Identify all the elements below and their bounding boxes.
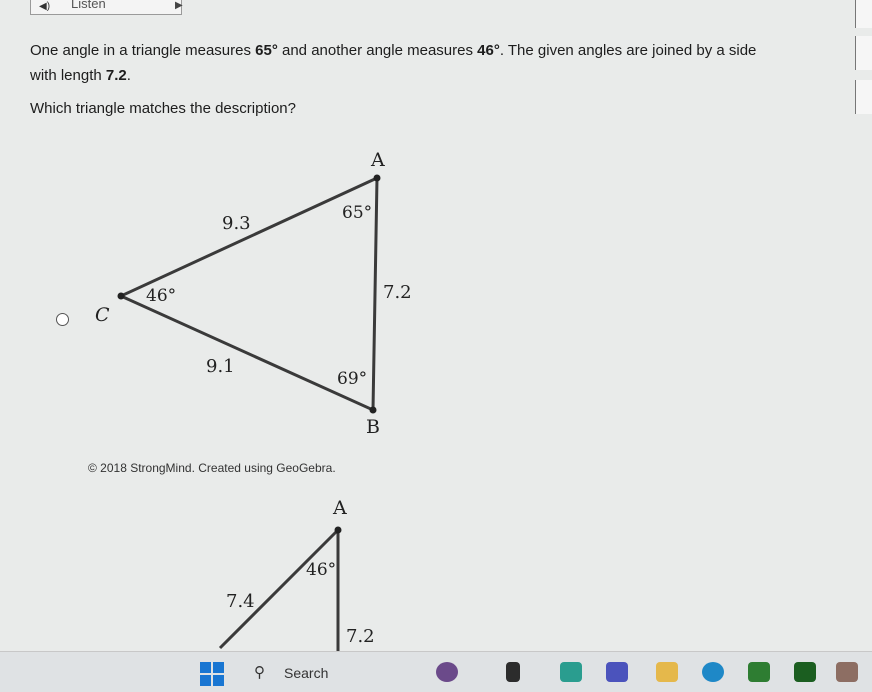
vertex-label-a: A bbox=[371, 149, 385, 171]
play-icon[interactable]: ▶ bbox=[175, 0, 183, 11]
triangle-option-2[interactable] bbox=[0, 480, 872, 652]
angle-label-a: 65° bbox=[342, 203, 373, 223]
angle-value: 46° bbox=[477, 42, 500, 59]
question-part: . bbox=[126, 67, 131, 84]
vertex-label-a: A bbox=[333, 497, 347, 519]
windows-start-icon[interactable] bbox=[200, 662, 224, 686]
side-label-ab: 7.2 bbox=[383, 282, 412, 303]
vertex-point-a bbox=[335, 527, 342, 534]
browser-icon[interactable] bbox=[702, 662, 724, 682]
vertex-label-b: B bbox=[366, 416, 380, 438]
app-icon[interactable] bbox=[748, 662, 770, 682]
vertex-label-c: C bbox=[95, 304, 110, 326]
side-label-ac: 9.3 bbox=[222, 213, 251, 234]
speaker-icon: ◀) bbox=[39, 1, 51, 12]
angle-label-c: 46° bbox=[146, 286, 177, 306]
vertex-point-b bbox=[370, 407, 377, 414]
image-credit: © 2018 StrongMind. Created using GeoGebra. bbox=[88, 461, 336, 475]
listen-button-label[interactable]: Listen bbox=[71, 0, 106, 11]
question-part: One angle in a triangle measures bbox=[30, 42, 256, 59]
app-icon[interactable] bbox=[506, 662, 520, 682]
question-part: . The given angles are joined by a side bbox=[499, 42, 757, 59]
question-part: and another angle measures bbox=[277, 42, 478, 59]
question-prompt: Which triangle matches the description? bbox=[30, 100, 296, 117]
triangle-side-left bbox=[220, 530, 338, 648]
app-icon[interactable] bbox=[560, 662, 582, 682]
app-icon[interactable] bbox=[794, 662, 816, 682]
angle-label-a: 46° bbox=[306, 560, 337, 580]
side-label-left: 7.4 bbox=[226, 591, 255, 612]
taskbar bbox=[0, 651, 872, 692]
vertex-point-c bbox=[118, 293, 125, 300]
side-label-bc: 9.1 bbox=[206, 356, 235, 377]
widget-icon[interactable] bbox=[436, 662, 458, 682]
vertex-point-a bbox=[374, 175, 381, 182]
app-icon[interactable] bbox=[836, 662, 858, 682]
question-part: with length bbox=[30, 67, 106, 84]
teams-icon[interactable] bbox=[606, 662, 628, 682]
side-label-right: 7.2 bbox=[346, 626, 375, 647]
folder-icon[interactable] bbox=[656, 662, 678, 682]
search-label: Search bbox=[284, 665, 329, 681]
taskbar-search[interactable] bbox=[246, 660, 416, 686]
side-value: 7.2 bbox=[105, 67, 127, 84]
search-icon: ⚲ bbox=[254, 664, 265, 681]
angle-value: 65° bbox=[255, 42, 278, 59]
angle-label-b: 69° bbox=[337, 369, 368, 389]
